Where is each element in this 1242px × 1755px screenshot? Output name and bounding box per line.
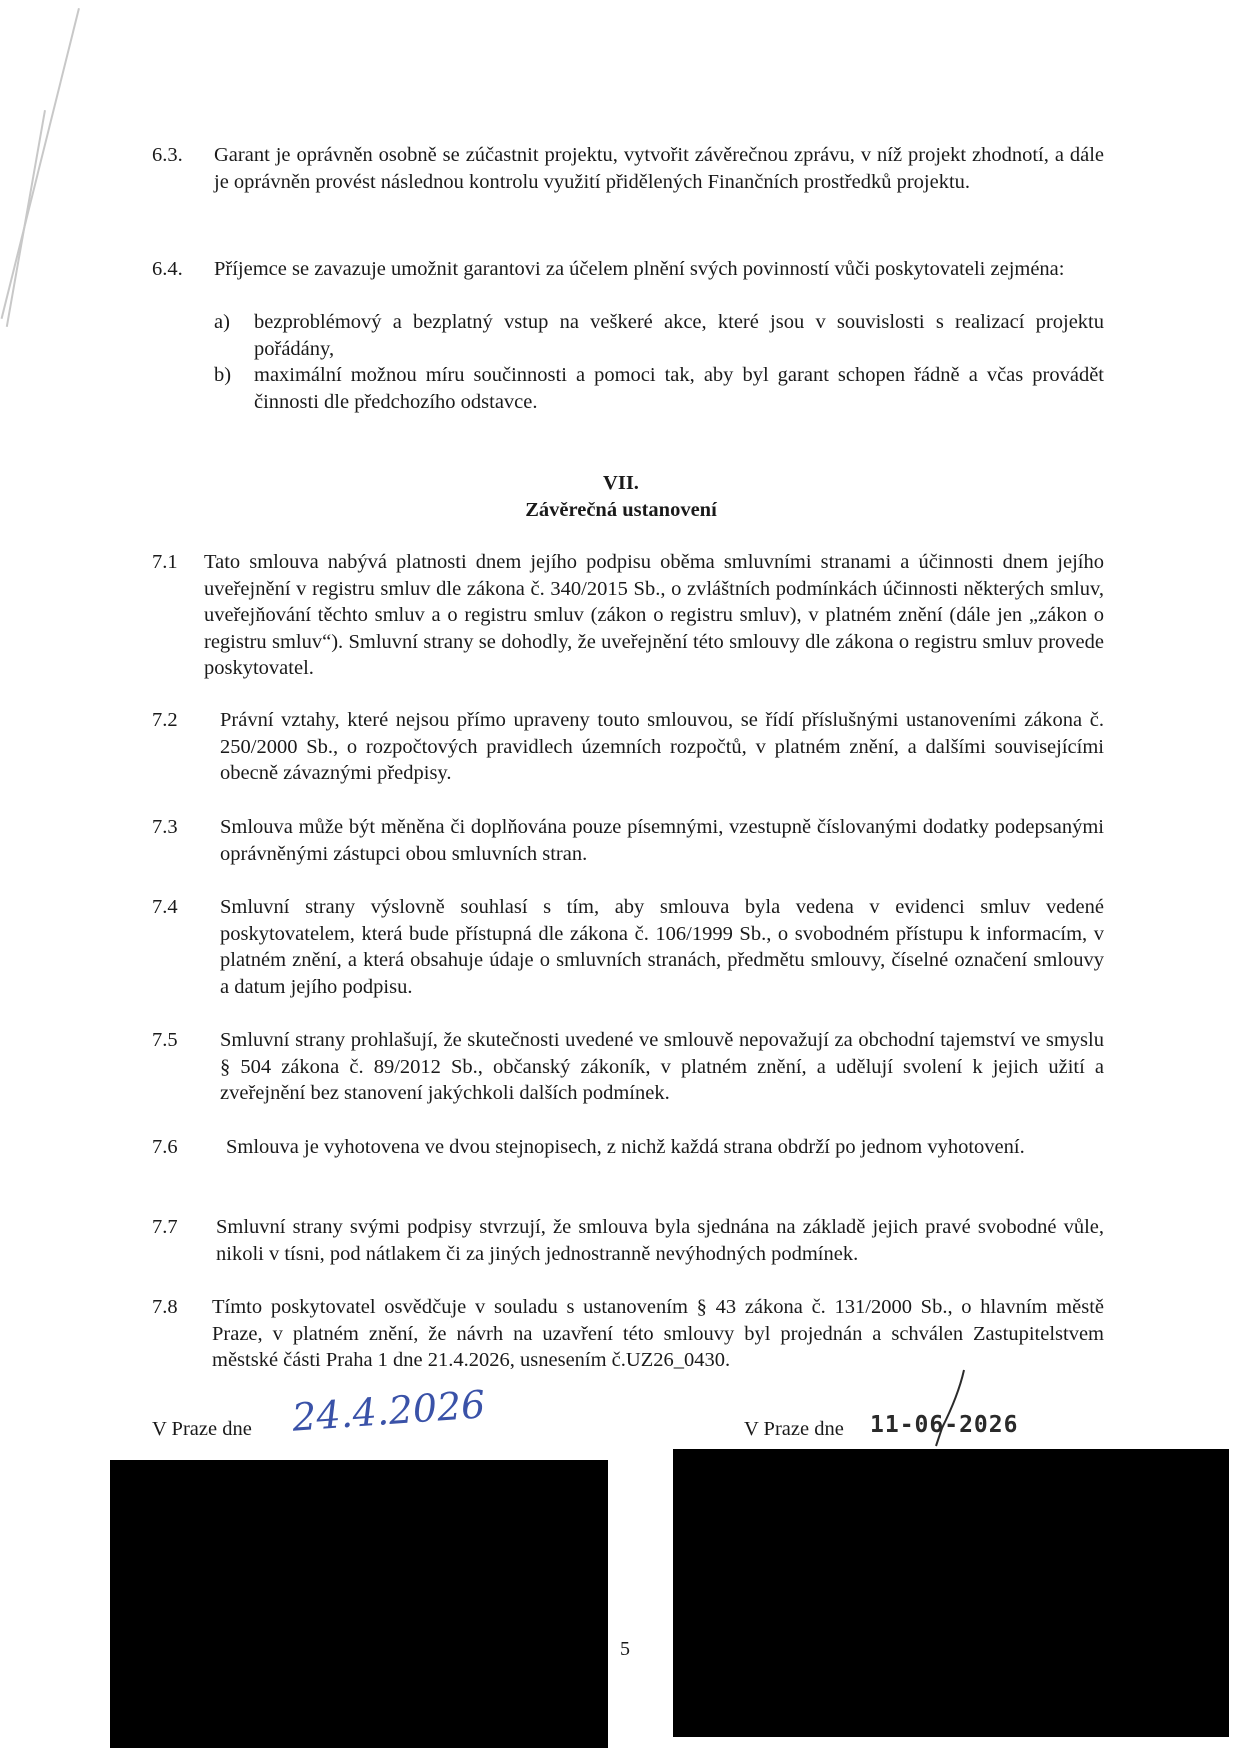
list-item-text: maximální možnou míru součinnosti a pomoci tak, aby byl garant schopen řádně a včas provádět činnosti dle předchozího odstavce. [254, 364, 1104, 413]
section-roman-numeral: VII. [603, 472, 639, 494]
right-signature-place-date-label: V Praze dne [744, 1418, 844, 1440]
paragraph-number: 6.3. [152, 144, 183, 166]
paragraph-text: Smluvní strany prohlašují, že skutečnosti uvedené ve smlouvě nepovažují za obchodní tajemství ve smyslu § 504 zákona č. 89/2012 Sb., občanský zákoník, v platném znění, a udělují svolení k jejich užití a zveřejnění bez stanovení jakýchkoli dalších podmínek. [220, 1029, 1104, 1104]
left-signature-place-date-label: V Praze dne [152, 1418, 252, 1440]
paragraph-number: 7.1 [152, 551, 178, 573]
paragraph-text: Smluvní strany svými podpisy stvrzují, že smlouva byla sjednána na základě jejich pravé svobodné vůle, nikoli v tísni, pod nátlakem či za jiných jednostranně nevýhodných podmínek. [216, 1216, 1104, 1265]
section-title: Závěrečná ustanovení [525, 499, 717, 521]
list-item-text: bezproblémový a bezplatný vstup na veškeré akce, které jsou v souvislosti s realizací projektu pořádány, [254, 311, 1104, 360]
scan-artifact-line [6, 110, 46, 327]
paragraph-number: 7.4 [152, 896, 178, 918]
paragraph-number: 7.2 [152, 709, 178, 731]
redacted-signature-right [673, 1449, 1229, 1737]
page-number: 5 [620, 1638, 630, 1660]
paragraph-text: Tato smlouva nabývá platnosti dnem jejího podpisu oběma smluvními stranami a účinnosti dnem jejího uveřejnění v registru smluv dle zákona č. 340/2015 Sb., o zvláštních podmínkách účinnosti některých smluv, uveřejňování těchto smluv a o registru smluv (zákon o registru smluv), v platném znění (dále jen „zákon o registru smluv“). Smluvní strany se dohodly, že uveřejnění této smlouvy dle zákona o registru smluv provede poskytovatel. [204, 551, 1104, 679]
paragraph-text: Garant je oprávněn osobně se zúčastnit projektu, vytvořit závěrečnou zprávu, v níž projekt zhodnotí, a dále je oprávněn provést následnou kontrolu využití přidělených Finančních prostředků projektu. [214, 144, 1104, 193]
list-letter: a) [214, 311, 230, 333]
paragraph-number: 6.4. [152, 258, 183, 280]
paragraph-number: 7.3 [152, 816, 178, 838]
scan-artifact-line [1, 8, 80, 319]
paragraph-text: Smlouva je vyhotovena ve dvou stejnopisech, z nichž každá strana obdrží po jednom vyhotovení. [226, 1136, 1025, 1158]
paragraph-text: Právní vztahy, které nejsou přímo upraveny touto smlouvou, se řídí příslušnými ustanoveními zákona č. 250/2000 Sb., o rozpočtových pravidlech územních rozpočtů, v platném znění, a dalšími souvisejícími obecně závaznými předpisy. [220, 709, 1104, 784]
paragraph-number: 7.7 [152, 1216, 178, 1238]
left-handwritten-date: 24.4.2026 [290, 1382, 487, 1440]
redacted-signature-left [110, 1460, 608, 1748]
list-letter: b) [214, 364, 232, 386]
paragraph-text: Smlouva může být měněna či doplňována pouze písemnými, vzestupně číslovanými dodatky podepsanými oprávněnými zástupci obou smluvních stran. [220, 816, 1104, 865]
paragraph-number: 7.8 [152, 1296, 178, 1318]
paragraph-text: Smluvní strany výslovně souhlasí s tím, aby smlouva byla vedena v evidenci smluv vedené poskytovatelem, která bude přístupná dle zákona č. 106/1999 Sb., o svobodném přístupu k informacím, v platném znění, a která obsahuje údaje o smluvních stranách, předmětu smlouvy, číselné označení smlouvy a datum jejího podpisu. [220, 896, 1104, 998]
paragraph-text: Příjemce se zavazuje umožnit garantovi za účelem plnění svých povinností vůči poskytovateli zejména: [214, 258, 1065, 280]
paragraph-number: 7.6 [152, 1136, 178, 1158]
paragraph-number: 7.5 [152, 1029, 178, 1051]
paragraph-text: Tímto poskytovatel osvědčuje v souladu s ustanovením § 43 zákona č. 131/2000 Sb., o hlavním městě Praze, v platném znění, že návrh na uzavření této smlouvy byl projednán a schválen Zastupitelstvem městské části Praha 1 dne 21.4.2026, usnesením č.UZ26_0430. [212, 1296, 1104, 1371]
right-stamp-date: 11-06-2026 [870, 1412, 1019, 1438]
signature-stroke [930, 1368, 970, 1448]
